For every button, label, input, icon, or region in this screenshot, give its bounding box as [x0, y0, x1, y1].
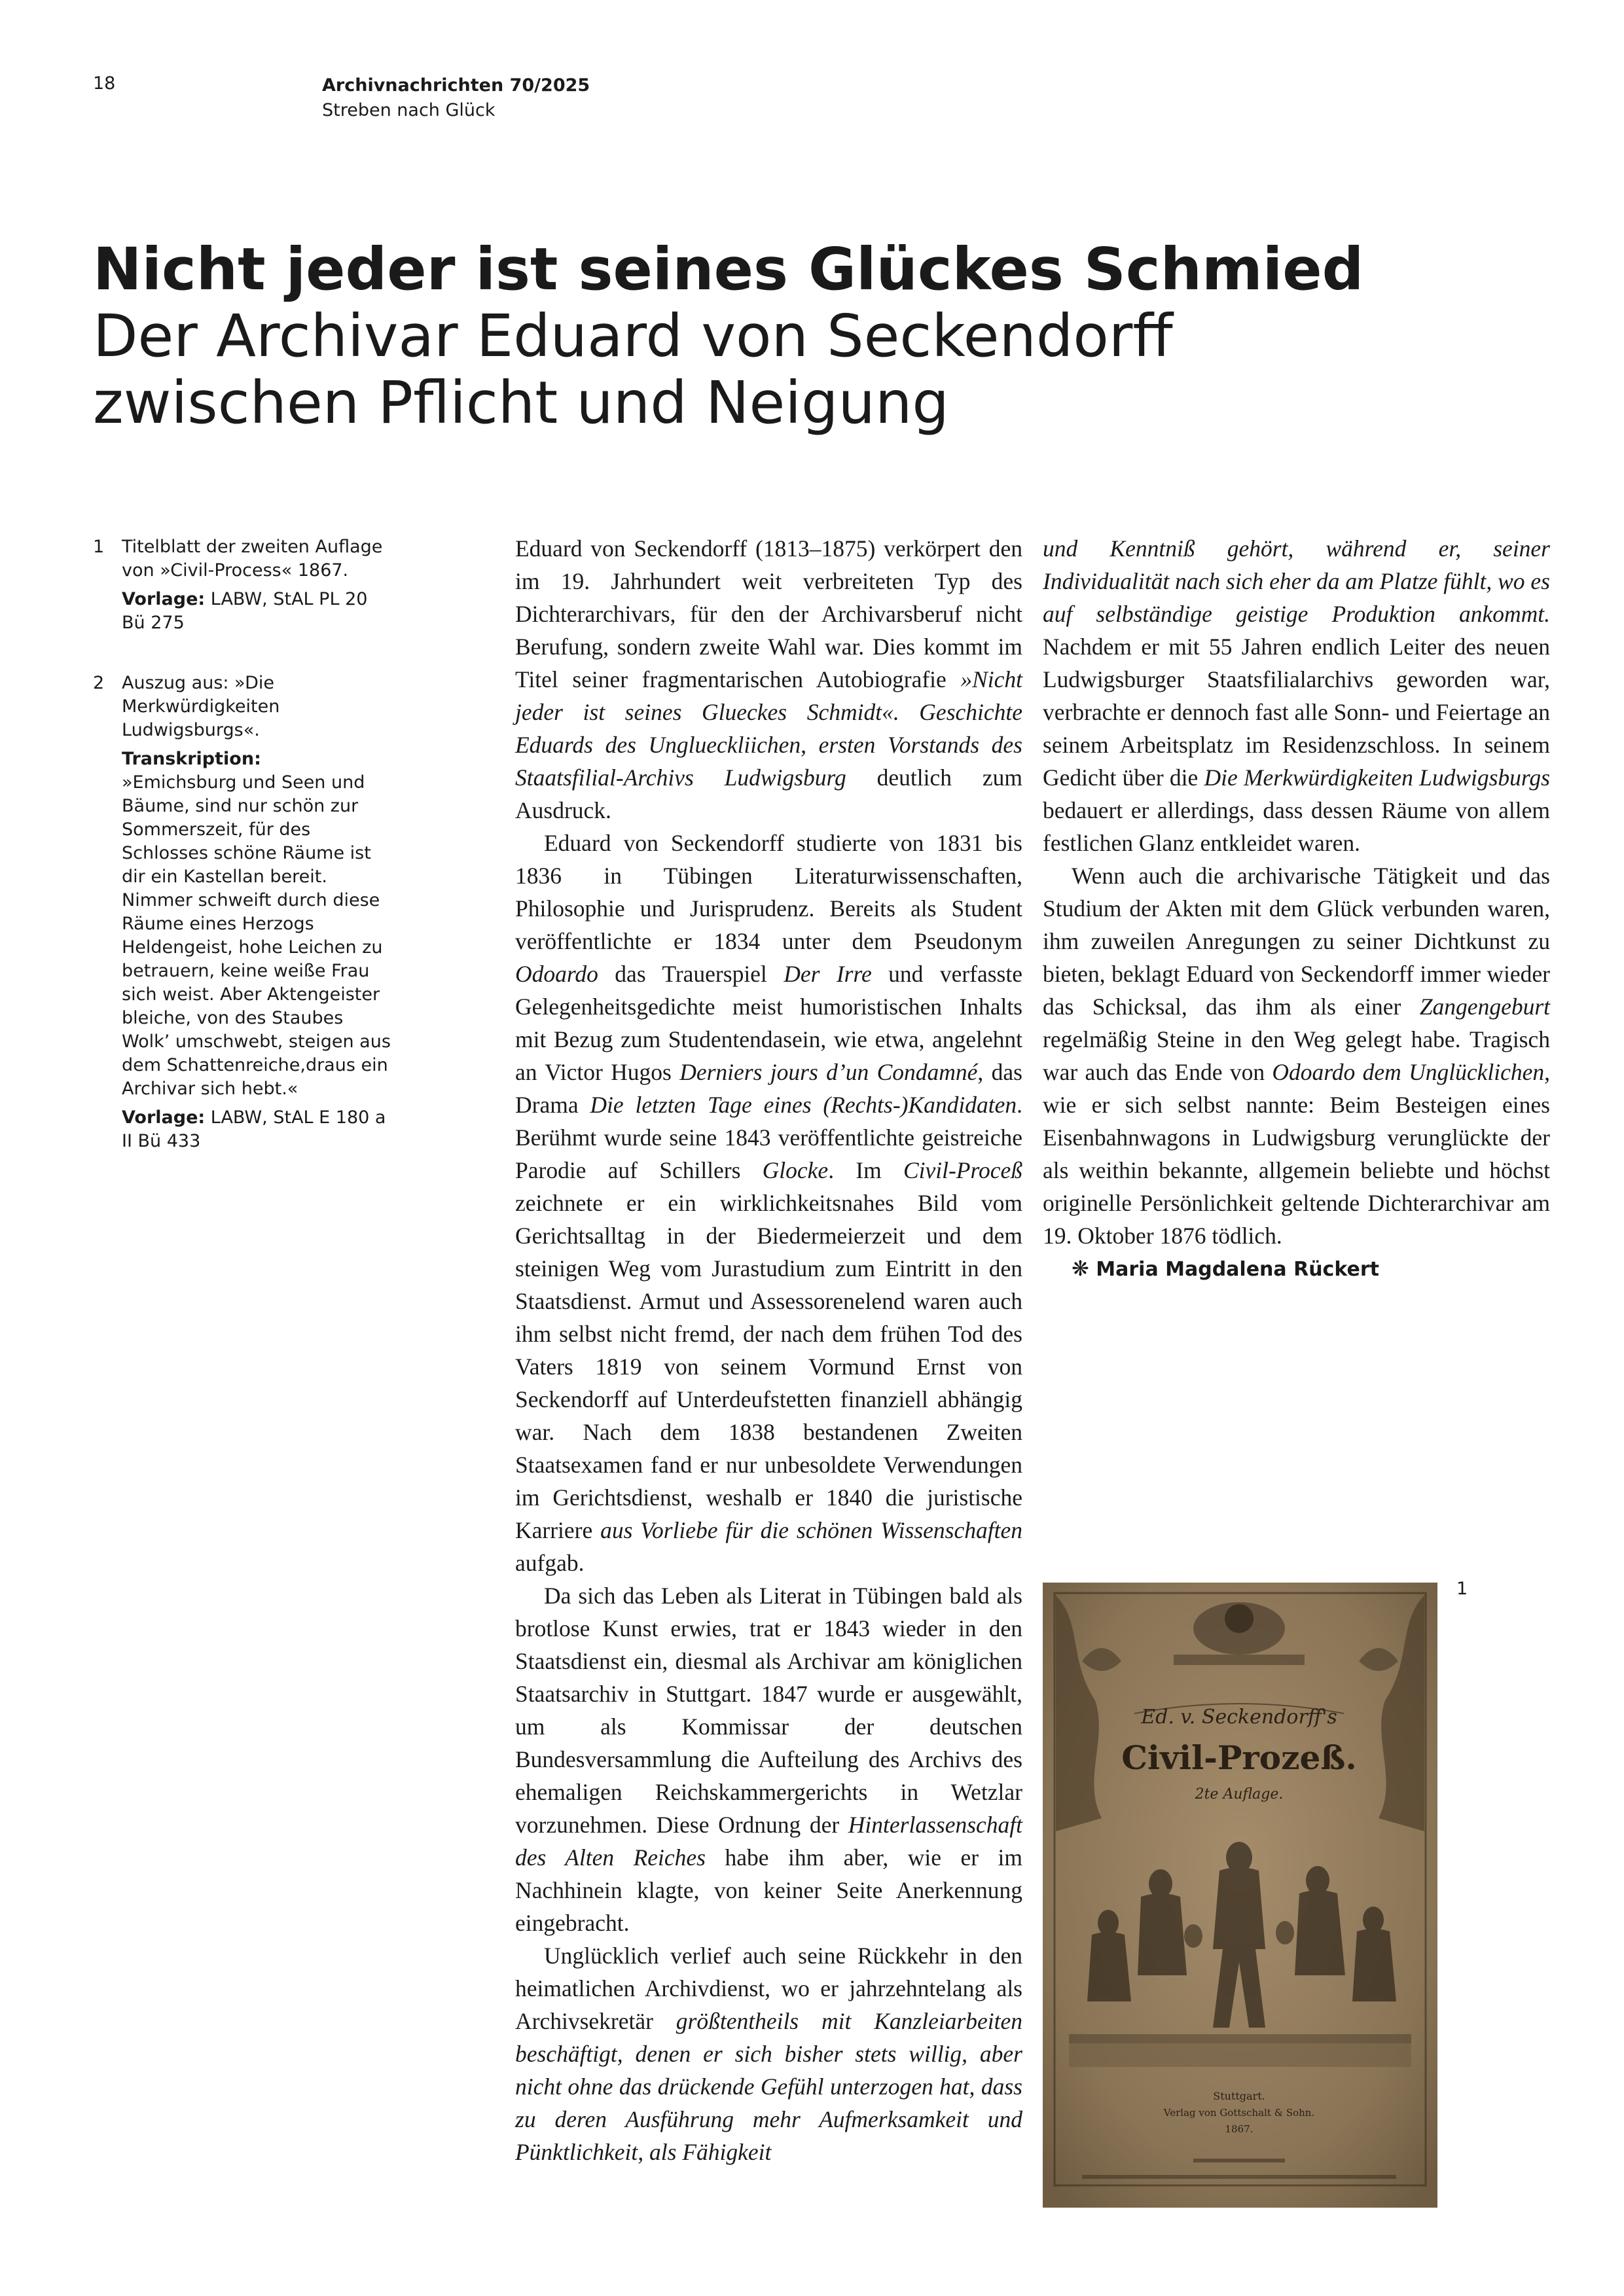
text-run: habe ihm aber, wie er im Nachhinein klagte, von keiner Seite Anerkennung eingebracht.	[515, 1844, 1022, 1936]
text-run: Unglücklich verlief auch seine Rückkehr in den heimatlichen Archivdienst, wo er jahrzehntelang als Archivsekretär	[515, 1943, 1022, 2034]
transcription-text: »Emichsburg und Seen und Bäume, sind nur schön zur Sommerszeit, für des Schlosses schöne Räume ist dir ein Kastellan bereit. Nimmer schweift durch diese Räume eines Herzogs Heldengeist, hohe Leichen zu betrauern, keine weiße Frau sich weist. Aber Aktengeister bleiche, von des Staubes Wolk’ umschwebt, steigen aus dem Schattenreiche,draus ein Archivar sich hebt.«	[122, 772, 391, 1099]
section-title: Streben nach Glück	[322, 100, 496, 120]
author-line	[1043, 1252, 1550, 1286]
text-run: . Berühmt wurde seine 1843 veröffentlichte geistreiche Parodie auf Schillers	[515, 1092, 1022, 1183]
article-title	[93, 236, 1468, 436]
running-header	[322, 73, 590, 123]
author-star-icon: ❋	[1072, 1256, 1089, 1281]
text-run: , wie er sich selbst nannte: Beim Besteigen eines Eisenbahnwagons in Ludwigsburg verunglückte der als weithin bekannte, allgemein beliebte und höchst originelle Persönlichkeit geltende Dichterarchivar am 19. Oktober 1876 tödlich.	[1043, 1059, 1550, 1249]
caption-text: Titelblatt der zweiten Auflage von »Civil-Process« 1867.	[122, 537, 383, 581]
text-run: regelmäßig Steine in den Weg gelegt habe. Tragisch war auch das Ende von	[1043, 1026, 1550, 1085]
text-run: Eduard von Seckendorff (1813–1875) verkörpert den im 19. Jahrhundert weit verbreiteten Typ des Dichterarchivars, für den der Archivarsberuf nicht Berufung, sondern zweite Wahl war. Dies kommt im Titel seiner fragmentarischen Autobiografie	[515, 535, 1022, 692]
text-run: Da sich das Leben als Literat in Tübingen bald als brotlose Kunst erwies, trat er 1843 wieder in den Staatsdienst ein, diesmal als Archivar am königlichen Staatsarchiv in Stuttgart. 1847 wurde er ausgewählt, um als Kommissar der deutschen Bundesversammlung die Aufteilung des Archivs des ehemaligen Reichskammergerichts in Wetzlar vorzunehmen. Diese Ordnung der	[515, 1583, 1022, 1838]
plate-edition: 2te Auflage.	[1195, 1786, 1284, 1803]
figure-number: 1	[1456, 1579, 1468, 1599]
italic-run-part2: und Kenntniß gehört, während er, seiner Individualität nach sich eher da am Platze fühlt, wo es auf selbständige geistige Produktion ankommt.	[1043, 535, 1550, 627]
caption-text: Auszug aus: »Die Merkwürdigkeiten Ludwigsburgs«.	[122, 673, 280, 740]
text-run: . Im	[828, 1157, 903, 1183]
paragraph-5	[1043, 859, 1550, 1252]
caption-number: 1	[93, 537, 105, 557]
caption-number: 2	[93, 673, 105, 693]
italic-run: Odoardo	[515, 961, 598, 987]
text-run: Nachdem er mit 55 Jahren endlich Leiter des neuen Ludwigsburger Staatsfilialarchivs geworden war, verbrachte er dennoch fast alle Sonn- und Feiertage an seinem Arbeitsplatz im Residenzschloss. In seinem Gedicht über die	[1043, 634, 1550, 791]
italic-run: Der Irre	[784, 961, 872, 987]
italic-run: aus Vorliebe für die schönen Wissenschaften	[600, 1517, 1022, 1543]
paragraph-1	[515, 532, 1022, 827]
author-name: Maria Magdalena Rückert	[1096, 1258, 1379, 1281]
title-page-engraving	[1043, 1583, 1437, 2208]
paragraph-4-start	[515, 1939, 1022, 2168]
text-run: Wenn auch die archivarische Tätigkeit und das Studium der Akten mit dem Glück verbunden waren, ihm zuweilen Anregungen zu seiner Dichtkunst zu bieten, beklagt Eduard von Seckendorff immer wieder das Schicksal, das ihm als einer	[1043, 863, 1550, 1020]
italic-run: »Nicht jeder ist seines Glueckes Schmidt«. Geschichte Eduards des Unglueckliichen, ersten Vorstands des Staatsfilial-Archivs Ludwigsburg	[515, 666, 1022, 791]
text-run: und verfasste Gelegenheitsgedichte meist humoristischen Inhalts mit Bezug zum Studentendasein, wie etwa, angelehnt an Victor Hugos	[515, 961, 1022, 1085]
text-run: bedauert er allerdings, dass dessen Räume von allem festlichen Glanz entkleidet waren.	[1043, 797, 1550, 856]
italic-run: Civil-Proceß	[903, 1157, 1022, 1183]
italic-run: Odoardo dem Unglücklichen	[1272, 1059, 1545, 1085]
text-run: , das Drama	[515, 1059, 1022, 1118]
caption-source	[122, 1106, 394, 1153]
source-label: Vorlage:	[122, 1107, 206, 1128]
plate-year: 1867.	[1225, 2123, 1254, 2135]
text-run: das Trauerspiel	[598, 961, 784, 987]
caption-source	[122, 588, 394, 635]
captions-sidebar	[93, 535, 394, 1190]
italic-run-part1: größtentheils mit Kanzleiarbeiten beschäftigt, denen er sich bisher stets willig, aber nicht ohne das drückende Gefühl unterzogen hat, dass zu deren Ausführung mehr Aufmerksamkeit und Pünktlichkeit, als Fähigkeit	[515, 2008, 1022, 2165]
text-run: zeichnete er ein wirklichkeitsnahes Bild vom Gerichtsalltag in der Biedermeierzeit und dem steinigen Weg vom Jurastudium zum Eintritt in den Staatsdienst. Armut und Assessorenelend waren auch ihm selbst nicht fremd, der nach dem frühen Tod des Vaters 1819 von seinem Vormund Ernst von Seckendorff auf Unterdeufstetten finanziell abhängig war. Nach dem 1838 bestandenen Zweiten Staatsexamen fand er nur unbesoldete Verwendungen im Gerichtsdienst, weshalb er 1840 die juristische Karriere	[515, 1190, 1022, 1543]
paragraph-3	[515, 1579, 1022, 1939]
plate-place: Stuttgart.	[1213, 2090, 1265, 2102]
paragraph-2	[515, 827, 1022, 1579]
page-number: 18	[93, 73, 116, 94]
text-run: aufgab.	[515, 1550, 585, 1576]
source-value: LABW, StAL PL 20 Bü 275	[122, 589, 368, 633]
italic-run: Die letzten Tage eines (Rechts-)Kandidaten	[590, 1092, 1017, 1118]
italic-run: Glocke	[762, 1157, 829, 1183]
italic-run: Hinterlassenschaft des Alten Reiches	[515, 1812, 1022, 1871]
source-label: Vorlage:	[122, 589, 206, 609]
caption-2	[93, 672, 394, 1153]
title-main: Nicht jeder ist seines Glückes Schmied	[93, 235, 1364, 303]
body-column-2	[1043, 532, 1550, 1286]
paragraph-4-end	[1043, 532, 1550, 859]
body-column-1	[515, 532, 1022, 2168]
text-run: deutlich zum Ausdruck.	[515, 764, 1022, 823]
italic-run: Derniers jours d’un Condamné	[679, 1059, 978, 1085]
publication-title: Archivnachrichten 70/2025	[322, 75, 590, 96]
plate-publisher: Verlag von Gottschalt & Sohn.	[1163, 2107, 1315, 2119]
plate-title-line1: Ed. v. Seckendorff's	[1141, 1706, 1337, 1729]
caption-1	[93, 535, 394, 635]
transcription-label: Transkription:	[122, 749, 261, 769]
plate-title-line2: Civil-Prozeß.	[1121, 1738, 1357, 1777]
title-subtitle-1: Der Archivar Eduard von Seckendorff	[93, 302, 1173, 370]
title-subtitle-2: zwischen Pflicht und Neigung	[93, 368, 949, 437]
italic-run: Zangengeburt	[1419, 994, 1550, 1020]
source-value: LABW, StAL E 180 a II Bü 433	[122, 1107, 386, 1151]
text-run: Eduard von Seckendorff studierte von 1831 bis 1836 in Tübingen Literaturwissenschaften, Philosophie und Jurisprudenz. Bereits als Student veröffentlichte er 1834 unter dem Pseudonym	[515, 830, 1022, 954]
italic-run: Die Merkwürdigkeiten Ludwigsburgs	[1204, 764, 1550, 791]
